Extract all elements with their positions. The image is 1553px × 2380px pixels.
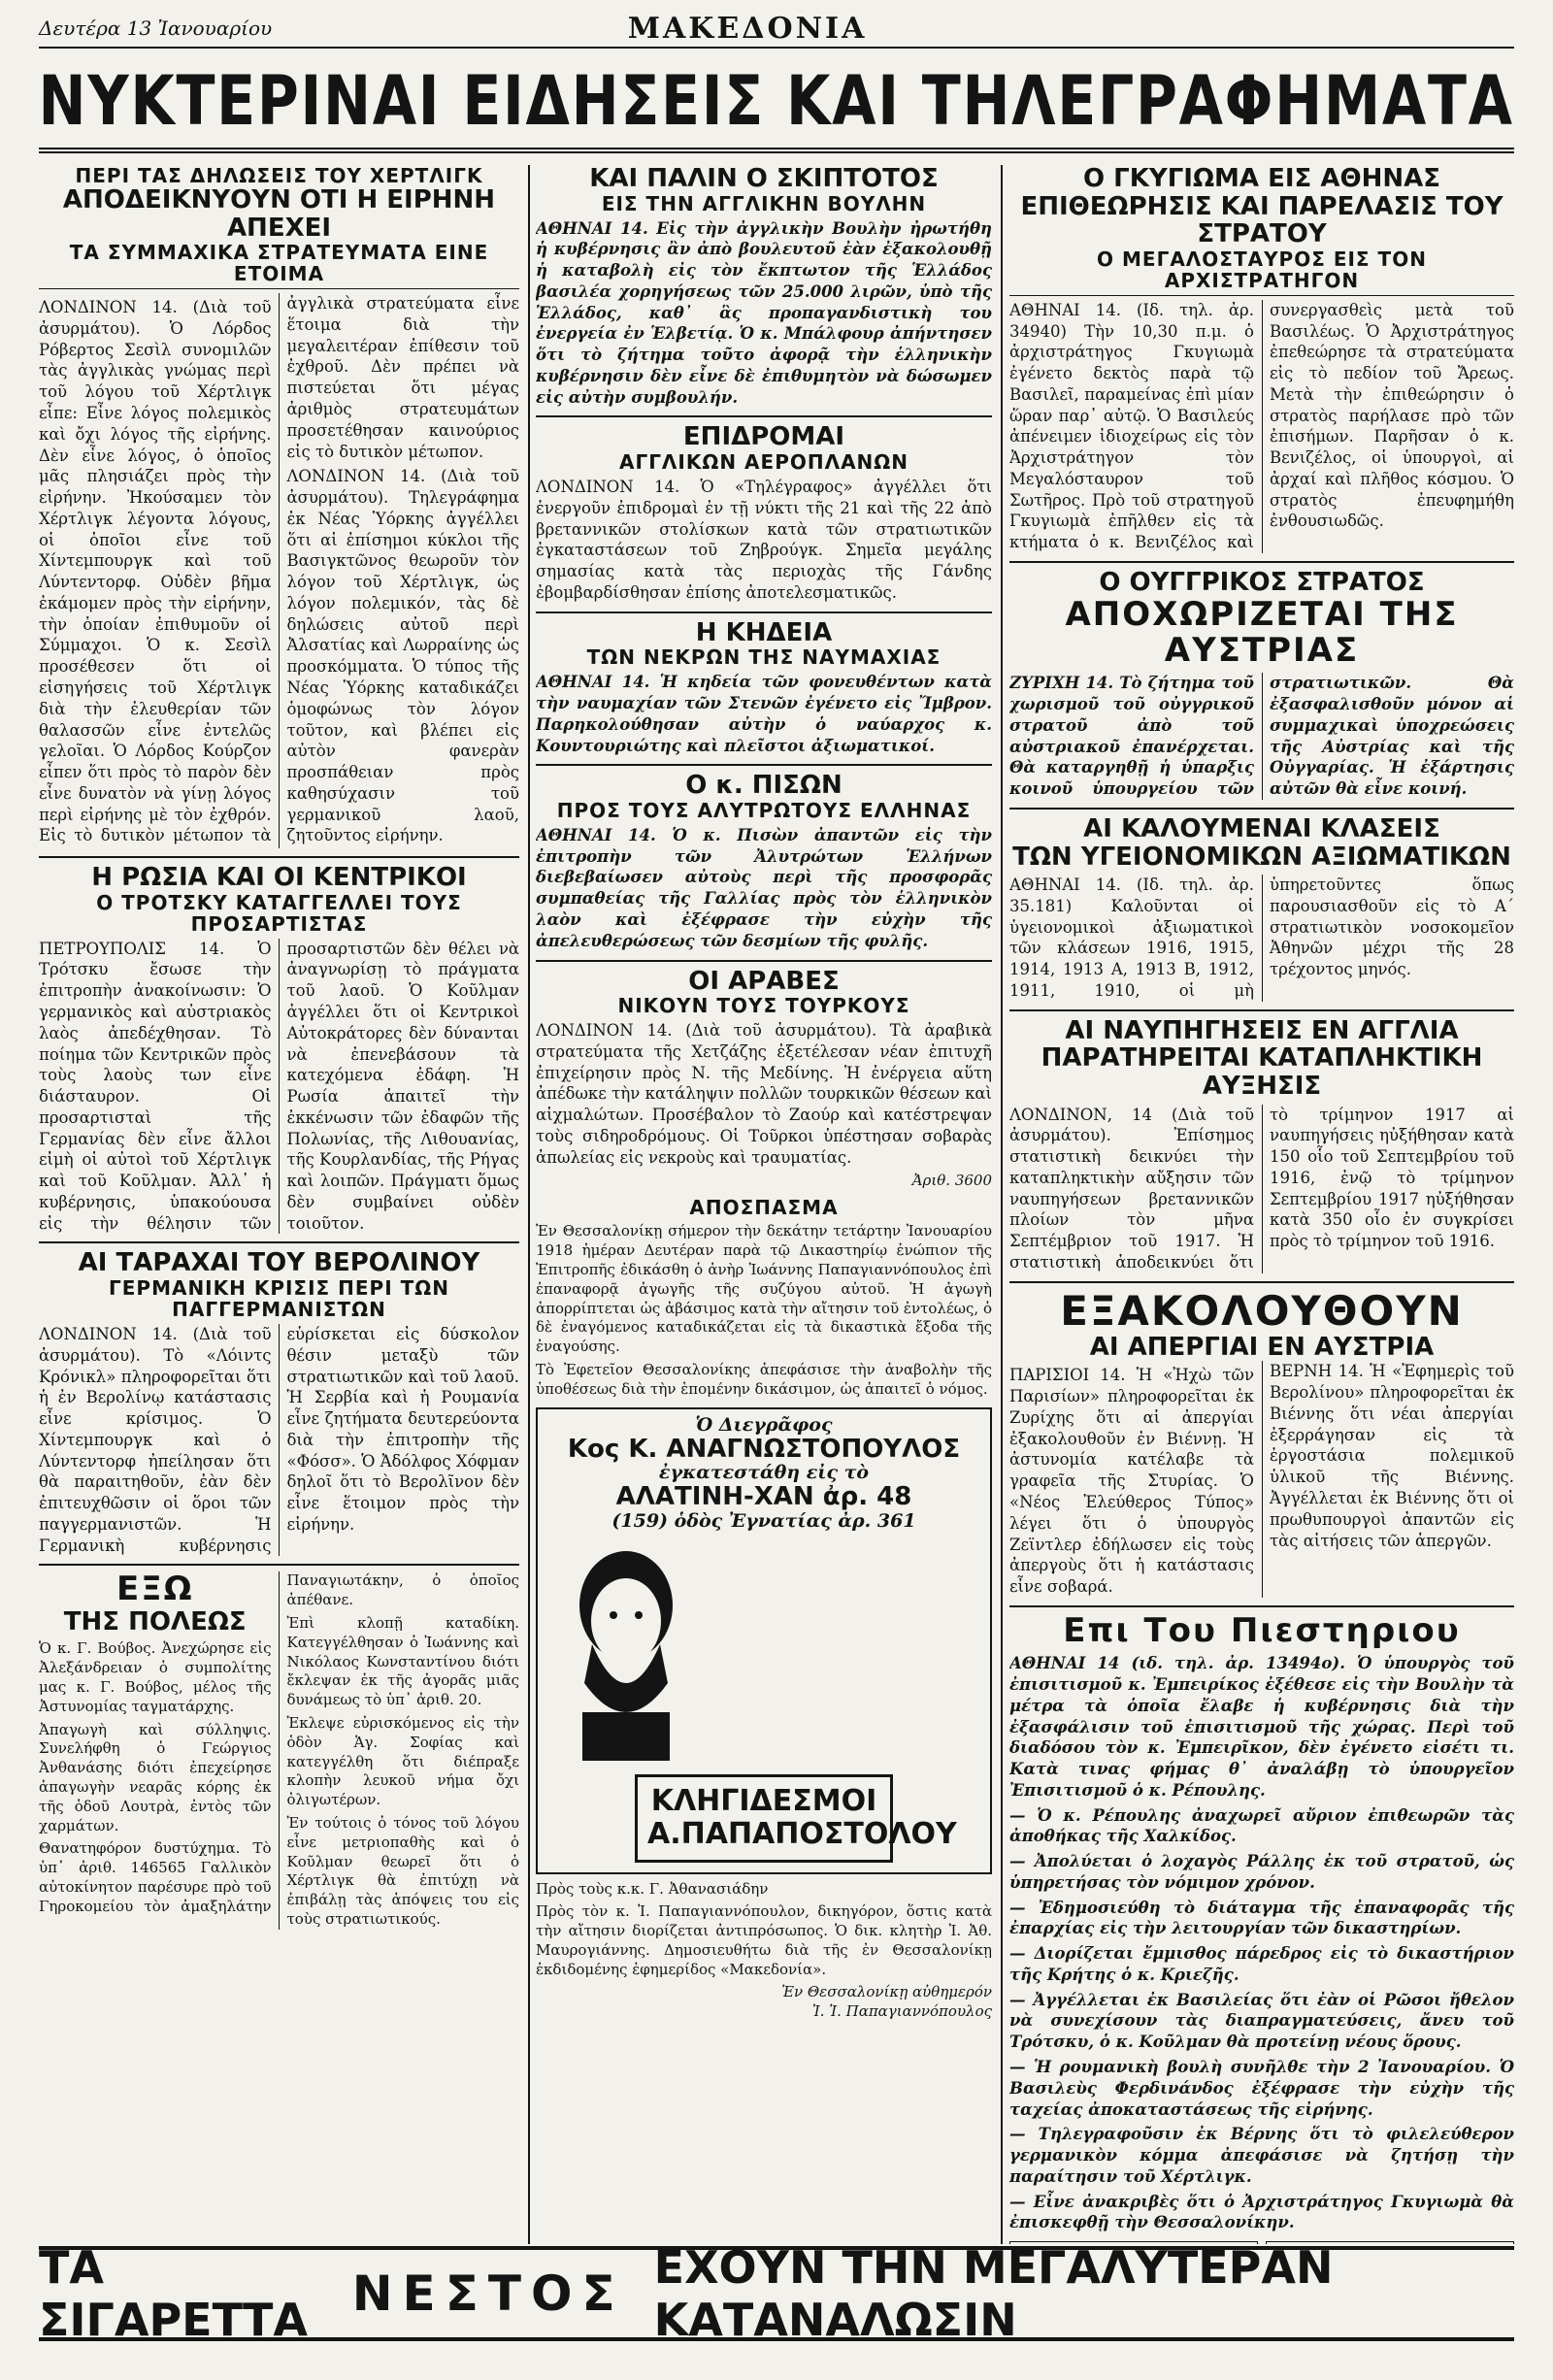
court-notice bbox=[536, 1880, 992, 2021]
article-text: ΖΥΡΙΧΗ 14. Τὸ ζήτημα τοῦ χωρισμοῦ τοῦ οὐγγρικοῦ στρατοῦ ἀπὸ τοῦ αὐστριακοῦ ἐπανέρχεται. Θὰ καταργηθῇ ἡ ὑπαρξις κοινοῦ ὑπουργείου τῶν στρατιωτικῶν. Θὰ ἐξασφαλισθοῦν μόνον αἱ συμμαχικαὶ ὑποχρεώσεις τῆς Αὐστρίας καὶ τῆς Οὐγγαρίας. Ἡ ἐξάρτησις αὐτῶν θὰ εἶνε κοινή. bbox=[1009, 674, 1514, 799]
cigarette-advertisement bbox=[39, 2241, 1514, 2346]
article-headline: ΕΠΙΘΕΩΡΗΣΙΣ ΚΑΙ ΠΑΡΕΛΑΣΙΣ ΤΟΥ ΣΤΡΑΤΟΥ bbox=[1020, 191, 1503, 249]
article-hertling bbox=[39, 165, 519, 848]
divider bbox=[39, 856, 519, 858]
news-item: — Ἡ ρουμανικὴ βουλὴ συνῆλθε τὴν 2 Ἰανουαρίου. Ὁ Βασιλεὺς Φερδινάνδος ἐξέφρασε τὴν εὐχὴν τῆς ταχείας ἀποκαταστάσεως τῆς εἰρήνης. bbox=[1009, 2058, 1514, 2119]
masthead bbox=[39, 54, 1514, 153]
column-rule-2 bbox=[1001, 165, 1003, 2244]
ad-top-line: Ὁ Διεγρᾶφος bbox=[695, 1413, 833, 1436]
news-item: — Εἶνε ἀνακριβὲς ὅτι ὁ Ἀρχιστράτηγος Γκυγιωμὰ θὰ ἐπισκεφθῇ τὴν Θεσσαλονίκην. bbox=[1009, 2192, 1514, 2232]
news-item: Ἐπὶ κλοπῇ καταδίκη. Κατεγγέλθησαν ὁ Ἰωάννης καὶ Νικόλαος Κωνσταντίνου διότι ἔκλεψαν ἐκ τῆς ἀγορᾶς μιᾶς δυνάμεως τὸ ὑπ᾽ ἀριθ. 20. bbox=[286, 1614, 519, 1709]
issue-date: Δευτέρα 13 Ἰανουαρίου bbox=[39, 17, 273, 40]
notice-title: Πρὸς τοὺς κ.κ. Γ. Ἀθανασιάδην bbox=[536, 1879, 769, 1898]
article-subheadline: ΤΩΝ ΥΓΕΙΟΝΟΜΙΚΩΝ ΑΞΙΩΜΑΤΙΚΩΝ bbox=[1012, 842, 1511, 872]
article-text: Ἐν Θεσσαλονίκῃ σήμερον τὴν δεκάτην τετάρτην Ἰανουαρίου 1918 ἡμέραν Δευτέραν παρὰ τῷ Δικαστηρίῳ ἐνώπιον τῆς Ἐπιτροπῆς ἐδικάσθη ὁ ἀνὴρ Ἰωάννης Παπαγιαννόπουλος ἐπὶ ἐπαναφορᾷ ἀγωγῆς τῆς συζύγου αὐτοῦ. Ἡ ἀγωγὴ ἀπορρίπτεται ὡς ἀβάσιμος κατὰ τὴν αἴτησιν τοῦ ἐντολέως, ὁ δὲ ἐναγόμενος καταδικάζεται εἰς τὰ δικαστικὰ ἔξοδα τῆς ἐναγούσης. bbox=[536, 1222, 992, 1356]
article-subheadline: ΝΙΚΟΥΝ ΤΟΥΣ ΤΟΥΡΚΟΥΣ bbox=[617, 994, 910, 1018]
news-item: — Διορίζεται ἔμμισθος πάρεδρος εἰς τὸ δικαστήριον τῆς Κρήτης ὁ κ. Κριεζῆς. bbox=[1009, 1944, 1514, 1984]
divider bbox=[39, 288, 519, 289]
article-subheadline: ΓΕΡΜΑΝΙΚΗ ΚΡΙΣΙΣ ΠΕΡΙ ΤΩΝ ΠΑΓΓΕΡΜΑΝΙΣΤΩΝ bbox=[109, 1276, 449, 1321]
news-item: — Ὁ κ. Ρέπουλης ἀναχωρεῖ αὔριον ἐπιθεωρῶν τὰς ἀποθήκας τῆς Χαλκίδος. bbox=[1009, 1805, 1514, 1846]
article-text: ΛΟΝΔΙΝΟΝ 14. (Διὰ τοῦ ἀσυρμάτου). Τηλεγράφημα ἐκ Νέας Ὑόρκης ἀγγέλλει ὅτι αἱ ἐπίσημοι κύκλοι τῆς Βασιγκτῶνος θεωροῦν τὸν λόγον τοῦ Χέρτλιγκ, ὡς λόγον πολεμικόν, τὰς δὲ δηλώσεις αὐτοῦ περὶ Ἀλσατίας καὶ Λωρραίνης ὡς προσκόμματα. Ὁ τύπος τῆς Νέας Ὑόρκης καταδικάζει ὁμοφώνως τὸν λόγον τοῦτον, καὶ βλέπει εἰς αὐτὸν φανερὰν προσπάθειαν πρὸς καθησύχασιν τοῦ γερμανικοῦ λαοῦ, ζητοῦντος εἰρήνην. bbox=[286, 467, 519, 845]
article-text: Τὸ Ἐφετεῖον Θεσσαλονίκης ἀπεφάσισε τὴν ἀναβολὴν τῆς ὑποθέσεως διὰ τὴν ἑπομένην δικάσιμον, ὡς ἀπαιτεῖ ὁ νόμος. bbox=[536, 1361, 992, 1398]
article-text: ΛΟΝΔΙΝΟΝ, 14 (Διὰ τοῦ ἀσυρμάτου). Ἐπίσημος στατιστικὴ δεικνύει τὴν καταπληκτικὴν αὔξησιν τῶν ναυπηγήσεων βρεταννικῶν πλοίων τὸν μῆνα Σεπτέμβριον τοῦ 1917. Ἡ στατιστικὴ ἀποδεικνύει ὅτι τὸ τρίμηνον 1917 αἱ ναυπηγήσεις ηὐξήθησαν κατὰ 150 οἷο τοῦ Σεπτεμβρίου τοῦ 1916, ἐνῷ τὸ τρίμηνον Σεπτεμβρίου 1917 ηὐξήθησαν κατὰ 350 οἷο ἐν συγκρίσει πρὸς τὸ τρίμηνον τοῦ 1916. bbox=[1009, 1105, 1514, 1272]
notice-text: Πρὸς τὸν κ. Ἰ. Παπαγιαννόπουλον, δικηγόρον, ὅστις κατὰ τὴν αἴτησιν διορίζεται ἀντιπρόσωπος. Ὁ δικ. κλητὴρ Ἰ. Ἀθ. Μαυρογιάννης. Δημοσιευθήτω διὰ τῆς ἐν Θεσσαλονίκῃ ἐκδιδομένης ἐφημερίδος «Μακεδονία». bbox=[536, 1902, 992, 1978]
article-medical-officers bbox=[1009, 815, 1514, 1002]
notice-signer: Ἰ. Ἰ. Παπαγιαννόπουλος bbox=[811, 2002, 992, 2021]
ad-tagline: ἐγκατεστάθη εἰς τὸ bbox=[658, 1462, 870, 1484]
divider bbox=[39, 1241, 519, 1243]
article-hungarian-army bbox=[1009, 569, 1514, 800]
article-subheadline: ΤΑ ΣΥΜΜΑΧΙΚΑ ΣΤΡΑΤΕΥΜΑΤΑ ΕΙΝΕ ΕΤΟΙΜΑ bbox=[69, 241, 489, 286]
notice-place: Ἐν Θεσσαλονίκῃ αὐθημερόν bbox=[781, 1983, 992, 2001]
divider bbox=[1009, 295, 1514, 296]
column-1 bbox=[39, 165, 519, 2244]
section-logo: ΕΞΩ bbox=[116, 1570, 194, 1609]
column-2 bbox=[536, 165, 992, 2244]
notice-number: Ἀριθ. 3600 bbox=[911, 1172, 992, 1190]
news-item: — Ἐδημοσιεύθη τὸ διάταγμα τῆς ἐπαναφορᾶς τῆς ἐπαρχίας εἰς τὴν λειτουργίαν τῶν δικαστηρίων. bbox=[1009, 1898, 1514, 1938]
divider bbox=[536, 415, 992, 417]
article-subheadline: ΠΡΟΣ ΤΟΥΣ ΑΛΥΤΡΩΤΟΥΣ ΕΛΛΗΝΑΣ bbox=[556, 798, 972, 822]
article-skiptotos bbox=[536, 165, 992, 408]
article-headline: ΑΙ ΚΑΛΟΥΜΕΝΑΙ ΚΛΑΣΕΙΣ bbox=[1083, 813, 1440, 843]
ad-brand: ΝΕΣΤΟΣ bbox=[351, 2265, 625, 2322]
article-text: ΠΑΡΙΣΙΟΙ 14. Ἡ «Ἠχὼ τῶν Παρισίων» πληροφορεῖται ἐκ Ζυρίχης ὅτι αἱ ἀπεργίαι ἐξακολουθοῦν ἐν Βιέννῃ. Ἡ ἀστυνομία κατέλαβε τὰ γραφεῖα τῆς Στυρίας. Ὁ «Νέος Ἐλεύθερος Τύπος» λέγει ὅτι ὁ ὑπουργὸς Ζεϊντλερ ἐδήλωσεν εἰς τοὺς ἀπεργοὺς ὅτι ἡ κατάστασις εἶνε σοβαρά. bbox=[1009, 1366, 1254, 1597]
news-item: Θανατηφόρον δυστύχημα. Τὸ ὑπ᾽ ἀριθ. 146565 Γαλλικὸν αὐτοκίνητον παρέσυρε πρὸ τοῦ Γηροκομείου τὸν ἀμαξηλάτην Παναγιωτάκην, ὁ ὁποῖος ἀπέθανε. bbox=[39, 1571, 519, 1915]
article-text: ΑΘΗΝΑΙ 14. (Ιδ. τηλ. ἀρ. 34940) Τὴν 10,30 π.μ. ὁ ἀρχιστράτηγος Γκυγιωμὰ ἐγένετο δεκτὸς παρὰ τῷ Βασιλεῖ, παραμείνας ἐπὶ μίαν ὥραν παρ᾽ αὐτῷ. Ὁ Βασιλεύς ἀπένειμεν ἰδιοχείρως εἰς τὸν Ἀρχιστράτηγον τὸν Μεγαλόσταυρον τοῦ Σωτῆρος. Πρὸ τοῦ στρατηγοῦ Γκυγιωμὰ ἐπῆλθεν εἰς τὰ κτήματα ὁ κ. Βενιζέλος καὶ συνεργασθεὶς μετὰ τοῦ Βασιλέως. Ὁ Ἀρχιστράτηγος ἐπεθεώρησε τὰ στρατεύματα εἰς τὸ πεδίον τοῦ Ἄρεως. Μετὰ τὴν ἐπιθεώρησιν ὁ στρατὸς παρήλασε πρὸ τῶν ἐπισήμων. Παρῆσαν ὁ κ. Βενιζέλος, οἱ ὑπουργοὶ, αἱ ἀρχαί καὶ πλῆθος κόσμου. Ὁ στρατὸς ἐπευφημήθη ἐνθουσιωδῶς. bbox=[1009, 300, 1514, 552]
article-headline: Η ΚΗΔΕΙΑ bbox=[695, 617, 833, 647]
article-headline: Επι Του Πιεστηριου bbox=[1063, 1610, 1461, 1650]
ad-sign-board: ΚΛΗΓΙΔΕΣΜΟΙ Α.ΠΑΠΑΠΟΣΤΟΛΟΥ bbox=[635, 1774, 893, 1863]
column-rule-1 bbox=[528, 165, 530, 2244]
article-headline: ΑΙ ΝΑΥΠΗΓΗΣΕΙΣ ΕΝ ΑΓΓΛΙΑ bbox=[1065, 1015, 1459, 1045]
article-text: ΑΘΗΝΑΙ 14. Ὁ κ. Πισὼν ἀπαντῶν εἰς τὴν ἐπιτροπὴν τῶν Ἀλυτρώτων Ἑλλήνων διεβεβαίωσεν αὐτοὺς περὶ τῆς προσφορᾶς συμπαθείας τῆς Γαλλίας πρὸς τὸν ἑλληνικὸν λαὸν καὶ ἐξέφρασε τὴν εὐχὴν τῆς ἀπελευθερώσεως τῶν δεσμίων τῆς φυλῆς. bbox=[536, 825, 992, 950]
article-text: ΛΟΝΔΙΝΟΝ 14. (Διὰ τοῦ ἀσυρμάτου). Ὁ Λόρδος Ρόβερτος Σεσὶλ συνομιλῶν τὰς ἀγγλικὰς γνώμας περὶ τοῦ λόγου τοῦ Χέρτλιγκ εἶπε: Εἶνε λόγος πολεμικὸς καὶ ὄχι λόγος τῆς εἰρήνης. Δὲν εἶνε λόγος, ὁ ὁποῖος μᾶς πλησιάζει πρὸς τὴν εἰρήνην. Ἠκούσαμεν τὸν Χέρτλιγκ λέγοντα λόγους, οἱ ὁποῖοι εἶνε τοῦ Χίντεμπουργκ καὶ τοῦ Λύντεντορφ. Οὐδὲν βῆμα ἐκάμομεν πρὸς τὴν εἰρήνην, τὴν ὁποίαν ἐπιθυμοῦν οἱ Σύμμαχοι. Ὁ κ. Σεσὶλ προσέθεσεν ὅτι οἱ εἰσηγήσεις τοῦ Χέρτλιγκ διὰ τὴν ἐλευθερίαν τῶν θαλασσῶν εἶνε ἐντελῶς γελοῖαι. Ὁ Λόρδος Κούρζον εἶπεν ὅτι πρὸς τὸ παρὸν δὲν εἶνε δυνατὸν νὰ γίνῃ λόγος περὶ εἰρήνης μὲ τὸν ἐχθρόν. Εἰς τὸ δυτικὸν μέτωπον τὰ ἀγγλικὰ στρατεύματα εἶνε ἕτοιμα διὰ τὴν μεγαλειτέραν ἐπίθεσιν τοῦ ἐχθροῦ. Δὲν πρέπει νὰ πιστεύεται ὅτι μέγας ἀριθμὸς στρατευμάτων προσετέθησαν καινούριος εἰς τὸ δυτικὸν μέτωπον. bbox=[39, 294, 519, 845]
ad-company: Κος Κ. ΑΝΑΓΝΩΣΤΟΠΟΥΛΟΣ bbox=[567, 1434, 961, 1464]
divider bbox=[39, 1564, 519, 1566]
news-item: — Τηλεγραφοῦσιν ἐκ Βέρνης ὅτι τὸ φιλελεύθερον γερμανικὸν κόμμα ἀπεφάσισε νὰ ζητήσῃ τὴν παραίτησιν τοῦ Χέρτλιγκ. bbox=[1009, 2125, 1514, 2186]
city-news-section bbox=[39, 1571, 519, 1929]
article-headline: ΕΠΙΔΡΟΜΑΙ bbox=[682, 422, 845, 452]
article-raids bbox=[536, 423, 992, 603]
news-item: — Ἀπολύεται ὁ λοχαγὸς Ράλλης ἐκ τοῦ στρατοῦ, ὡς ὑπηρετήσας τὸν νόμιμον χρόνον. bbox=[1009, 1852, 1514, 1892]
article-headline: ΕΞΑΚΟΛΟΥΘΟΥΝ bbox=[1060, 1286, 1464, 1335]
article-text: ΑΘΗΝΑΙ 14. Εἰς τὴν ἀγγλικὴν Βουλὴν ἠρωτήθη ἡ κυβέρνησις ἂν ἀπὸ βουλευτοῦ ἐὰν ἐξακολουθῇ ἡ καταβολὴ εἰς τὸν ἔκπτωτον τῆς Ἑλλάδος βασιλέα χορηγήσεως τῶν 25.000 λιρῶν, ὑπὸ τῆς Ἑλλάδος, καθ᾽ ἃς προπαγανδιστικὴ του ἐνεργεία ἐν Ἑλβετίᾳ. Ὁ κ. Μπάλφουρ ἀπήντησεν ὅτι τὸ ζήτημα τοῦτο ἀφορᾷ τὴν ἑλληνικὴν κυβέρνησιν δὲν εἶνε δὲ ἐπιθυμητὸν νὰ δώσωμεν εἰς αὐτὴν συμβουλήν. bbox=[536, 218, 992, 407]
portrait-illustration bbox=[544, 1537, 709, 1761]
article-arabs bbox=[536, 968, 992, 1190]
article-columns bbox=[39, 293, 519, 848]
article-text: ΒΕΡΝΗ 14. Ἡ «Ἐφημερὶς τοῦ Βερολίνου» πληροφορεῖται ἐκ Βιέννης ὅτι νέαι ἀπεργίαι ἐξερράγησαν εἰς τὰ ἐργοστάσια πολεμικοῦ ὑλικοῦ τῆς Βιέννης. Ἀγγέλλεται ἐκ Βιέννης ὅτι οἱ πρωθυπουργοὶ ἀπαντῶν εἰς τὰς αἰτήσεις τῶν ἀπεργῶν. bbox=[1270, 1362, 1514, 1550]
article-text: ΛΟΝΔΙΝΟΝ 14. (Διὰ τοῦ ἀσυρμάτου). Τὸ «Λόιντς Κρόνικλ» πληροφορεῖται ὅτι ἡ ἐν Βερολίνῳ κατάστασις εἶνε κρίσιμος. Ὁ Χίντεμπουργκ καὶ ὁ Λύντεντορφ ἠπείλησαν ὅτι θὰ παραιτηθοῦν, ἐὰν δὲν ἐπιτευχθῶσιν οἱ ὅροι τῶν παγγερμανιστῶν. Ἡ Γερμανικὴ κυβέρνησις εὑρίσκεται εἰς δύσκολον θέσιν μεταξὺ τῶν στρατιωτικῶν καὶ τοῦ λαοῦ. Ἡ Σερβία καὶ ἡ Ρουμανία εἶνε ζητήματα δευτερεύοντα διὰ τὴν ἐπιτροπὴν τῆς «Φόσσ». Ὁ Ἀδόλφος Χόφμαν δηλοῖ ὅτι τὸ Βερολῖνον δὲν εἶνε ἕτοιμον πρὸς τὴν εἰρήνην. bbox=[39, 1325, 519, 1555]
divider bbox=[1009, 561, 1514, 563]
news-item: Ἐκλεψε εὐρισκόμενος εἰς τὴν ὁδὸν Ἁγ. Σοφίας καὶ κατεγγέλθη ὅτι διέπραξε κλοπὴν λευκοῦ νήμα ὄχι ὁλιγωτέρων. bbox=[286, 1714, 519, 1809]
article-shipbuilding bbox=[1009, 1017, 1514, 1273]
article-russia bbox=[39, 864, 519, 1234]
article-kicker: ΚΑΙ ΠΑΛΙΝ Ο ΣΚΙΠΤΟΤΟΣ bbox=[589, 165, 939, 193]
article-fragment: Ἐν τούτοις ὁ τόνος τοῦ λόγου εἶνε μετριοπαθὴς καὶ ὁ Κοῦλμαν θεωρεῖ ὅτι ὁ Χέρτλιγκ θὰ ἐπιτύχῃ νὰ ἐπιβάλῃ τὰς ἀπόψεις του εἰς τοὺς στρατιωτικούς. bbox=[286, 1813, 519, 1928]
article-headline: ΕΙΣ ΤΗΝ ΑΓΓΛΙΚΗΝ ΒΟΥΛΗΝ bbox=[601, 191, 927, 215]
advertisement-anagnostopoulos bbox=[536, 1407, 992, 1874]
ad-right-text: ΕΧΟΥΝ ΤΗΝ ΜΕΓΑΛΥΤΕΡΑΝ ΚΑΤΑΝΑΛΩΣΙΝ bbox=[653, 2241, 1334, 2346]
section-headline: ΤΗΣ ΠΟΛΕΩΣ bbox=[63, 1606, 247, 1636]
divider bbox=[1009, 1009, 1514, 1011]
top-line bbox=[39, 10, 1514, 49]
article-subheadline: Ο ΜΕΓΑΛΟΣΤΑΥΡΟΣ ΕΙΣ ΤΟΝ ΑΡΧΙΣΤΡΑΤΗΓΟΝ bbox=[1097, 247, 1427, 292]
article-text: ΛΟΝΔΙΝΟΝ 14. Ὁ «Τηλέγραφος» ἀγγέλλει ὅτι ἐνεργοῦν ἐπιδρομαὶ ἐν τῇ νύκτι τῆς 21 καὶ τῆς 22 ἀπὸ βρεταννικῶν στολίσκων κατὰ τῶν στρατιωτικῶν ἐγκαταστάσεων τοῦ Ζηβρούγκ. Σημεῖα μεγάλης σημασίας κατὰ τὰς περιοχὰς τῆς Γάνδης ἐβομβαρδίσθησαν ἐπίσης ἀποτελεσματικῶς. bbox=[536, 478, 992, 602]
news-item: — Ἀγγέλλεται ἐκ Βασιλείας ὅτι ἐὰν οἱ Ρῶσοι ἤθελον νὰ συνεχίσουν τὰς διαπραγματεύσεις, ἄνευ τοῦ Τρότσκυ, ὁ κ. Κοῦλμαν θὰ προτείνῃ νέους ὅρους. bbox=[1009, 1990, 1514, 2052]
article-berlin bbox=[39, 1249, 519, 1556]
divider bbox=[1009, 1605, 1514, 1607]
article-strikes bbox=[1009, 1286, 1514, 1598]
article-text: ΑΘΗΝΑΙ 14. (Ιδ. τηλ. ἀρ. 35.181) Καλοῦνται οἱ ὑγειονομικοὶ ἀξιωματικοὶ τῶν κλάσεων 1916, 1915, 1914, 1913 Α, 1913 Β, 1912, 1911, 1910, οἱ μὴ ὑπηρετοῦντες ὅπως παρουσιασθοῦν εἰς τὸ Α΄ στρατιωτικὸν νοσοκομεῖον Ἀθηνῶν μέχρι τῆς 28 τρέχοντος μηνός. bbox=[1009, 876, 1514, 1000]
news-item: Ἀπαγωγὴ καὶ σύλληψις. Συνελήφθη ὁ Γεώργιος Ἀνθανάσης διότι ἐπεχείρησε ἀπαγωγὴν νεαρᾶς κόρης ἐκ τῆς ὁδοῦ Λουτρὰ, ἐντὸς τῶν χαρμάτων. bbox=[39, 1720, 272, 1835]
article-subheadline: ΑΙ ΑΠΕΡΓΙΑΙ ΕΝ ΑΥΣΤΡΙΑ bbox=[1089, 1332, 1435, 1362]
ad-address: ΑΛΑΤΙΝΗ-ΧΑΝ ἀρ. 48 bbox=[615, 1482, 912, 1512]
article-headline: ΑΠΟΧΩΡΙΖΕΤΑΙ ΤΗΣ ΑΥΣΤΡΙΑΣ bbox=[1065, 594, 1459, 670]
divider bbox=[536, 612, 992, 613]
divider bbox=[1009, 1281, 1514, 1283]
article-headline: Η ΡΩΣΙΑ ΚΑΙ ΟΙ ΚΕΝΤΡΙΚΟΙ bbox=[91, 863, 467, 893]
article-subheadline: ΑΓΓΛΙΚΩΝ ΑΕΡΟΠΛΑΝΩΝ bbox=[618, 450, 909, 475]
news-item: Ὁ κ. Γ. Βούβος. Ἀνεχώρησε εἰς Ἀλεξάνδρειαν ὁ συμπολίτης μας κ. Γ. Βούβος, μέλος τῆς Ἀστυνομίας ταγματάρχης. bbox=[39, 1639, 272, 1715]
divider bbox=[536, 764, 992, 766]
ad-phone: (159) ὁδὸς Ἐγνατίας ἀρ. 361 bbox=[611, 1509, 916, 1532]
article-kicker: ΠΕΡΙ ΤΑΣ ΔΗΛΩΣΕΙΣ ΤΟΥ ΧΕΡΤΛΙΓΚ bbox=[75, 165, 483, 187]
masthead-text: ΝΥΚΤΕΡΙΝΑΙ ΕΙΔΗΣΕΙΣ ΚΑΙ ΤΗΛΕΓΡΑΦΗΜΑΤΑ bbox=[38, 61, 1515, 141]
article-excerpt bbox=[536, 1197, 992, 1399]
article-headline: ΑΠΟΔΕΙΚΝΥΟΥΝ ΟΤΙ Η ΕΙΡΗΝΗ ΑΠΕΧΕΙ bbox=[62, 185, 496, 243]
article-kicker: Ο ΓΚΥΓΙΩΜΑ ΕΙΣ ΑΘΗΝΑΣ bbox=[1083, 165, 1440, 193]
article-subheadline: Ο ΤΡΟΤΣΚΥ ΚΑΤΑΓΓΕΛΛΕΙ ΤΟΥΣ ΠΡΟΣΑΡΤΙΣΤΑΣ bbox=[96, 890, 462, 936]
article-subheadline: ΠΑΡΑΤΗΡΕΙΤΑΙ ΚΑΤΑΠΛΗΚΤΙΚΗ ΑΥΞΗΣΙΣ bbox=[1041, 1043, 1483, 1101]
article-press bbox=[1009, 1610, 1514, 2233]
ad-left-text: ΤΑ ΣΙΓΑΡΕΤΤΑ bbox=[39, 2241, 308, 2346]
paper-name: ΜΑΚΕΔΟΝΙΑ bbox=[627, 11, 868, 46]
article-guillaumat bbox=[1009, 165, 1514, 553]
article-text: ΑΘΗΝΑΙ 14 (ιδ. τηλ. ἀρ. 13494ο). Ὁ ὑπουργὸς τοῦ ἐπισιτισμοῦ κ. Ἐμπειρίκος ἐξέθεσε εἰς τὴν Βουλὴν τὰ μέτρα τὰ ὁποῖα ἔλαβε ἡ κυβέρνησις διὰ τὴν ἐξασφάλισιν τοῦ ἐπισιτισμοῦ τῆς χώρας. Περὶ τοῦ διαδόσου τὸν κ. Ἐμπειρῖκον, δὲν ἐγένετο εἰσέτι τι. Κατὰ τινας φήμας θ᾽ ἀναλάβῃ τὸ ὑπουργεῖον Ἐπισιτισμοῦ ὁ κ. Ρέπουλης. bbox=[1009, 1654, 1514, 1800]
article-pichon bbox=[536, 772, 992, 951]
divider bbox=[536, 960, 992, 962]
article-text: ΛΟΝΔΙΝΟΝ 14. (Διὰ τοῦ ἀσυρμάτου). Τὰ ἀραβικὰ στρατεύματα τῆς Χετζάζης ἐξετέλεσαν νέαν ἐπιτυχῆ ἐπιχείρησιν πρὸς Ν. τῆς Μεδίνης. Ἡ ἐνέργεια αὕτη ἀπέδωκε τὴν κατάληψιν πολλῶν τουρκικῶν θέσεων καὶ αἰχμαλώτων. Προσέβαλον τὸ Ζαούρ καὶ κατέστρεψαν τοὺς σιδηροδρόμους. Οἱ Τοῦρκοι ὑπέστησαν σοβαρὰς ἀπωλείας εἰς νεκροὺς καὶ τραυματίας. bbox=[536, 1021, 992, 1167]
article-funeral bbox=[536, 619, 992, 757]
article-headline: Ο κ. ΠΙΣΩΝ bbox=[685, 771, 843, 801]
article-kicker: Ο ΟΥΓΓΡΙΚΟΣ ΣΤΡΑΤΟΣ bbox=[1099, 567, 1425, 597]
article-headline: ΑΙ ΤΑΡΑΧΑΙ ΤΟΥ ΒΕΡΟΛΙΝΟΥ bbox=[78, 1248, 480, 1278]
article-subheadline: ΤΩΝ ΝΕΚΡΩΝ ΤΗΣ ΝΑΥΜΑΧΙΑΣ bbox=[586, 645, 942, 670]
article-headline: ΟΙ ΑΡΑΒΕΣ bbox=[688, 966, 840, 996]
article-headline: ΑΠΟΣΠΑΣΜΑ bbox=[689, 1196, 839, 1220]
divider bbox=[1009, 808, 1514, 810]
article-text: ΑΘΗΝΑΙ 14. Ἡ κηδεία τῶν φονευθέντων κατὰ τὴν ναυμαχίαν τῶν Στενῶν ἐγένετο εἰς Ἴμβρον. Παρηκολούθησαν αὐτὴν ὁ ναύαρχος κ. Κουντουριώτης καὶ πλεῖστοι ἀξιωματικοί. bbox=[536, 673, 992, 755]
column-3 bbox=[1009, 165, 1514, 2244]
article-text: ΠΕΤΡΟΥΠΟΛΙΣ 14. Ὁ Τρότσκυ ἔσωσε τὴν ἐπιτροπὴν ἀνακοίνωσιν: Ὁ γερμανικὸς καὶ αὐστριακὸς λαὸς ἀπεδέχθησαν. Τὸ ποίημα τῶν Κεντρικῶν πρὸς τοὺς λαοὺς των εἶνε διάσταυρον. Οἱ προσαρτισταὶ τῆς Γερμανίας δὲν εἶνε ἄλλοι εἰμὴ οἱ αὐτοὶ τοῦ Χέρτλιγκ καὶ τοῦ Κοῦλμαν. Ἀλλ᾽ ἡ κυβέρνησις, ὑπακούουσα εἰς τὴν θέλησιν τῶν προσαρτιστῶν δὲν θέλει νὰ ἀναγνωρίσῃ τὸ πράγματα τοῦ λαοῦ. Ὁ Κοῦλμαν ἀγγέλλει ὅτι οἱ Κεντρικοὶ Αὐτοκράτορες δὲν δύνανται νὰ ἐπενεβάσουν τὰ κατεχόμενα ἐδάφη. Ἡ Ρωσία ἀπαιτεῖ τὴν ἐκκένωσιν τῶν ἐδαφῶν τῆς Πολωνίας, τῆς Λιθουανίας, τῆς Κουρλανδίας, τῆς Ρήγας καὶ λοιπῶν. Πράγματι ὅμως δὲν συμβαίνει οὐδὲν τοιοῦτον. bbox=[39, 939, 519, 1233]
article-columns bbox=[1009, 1361, 1514, 1597]
